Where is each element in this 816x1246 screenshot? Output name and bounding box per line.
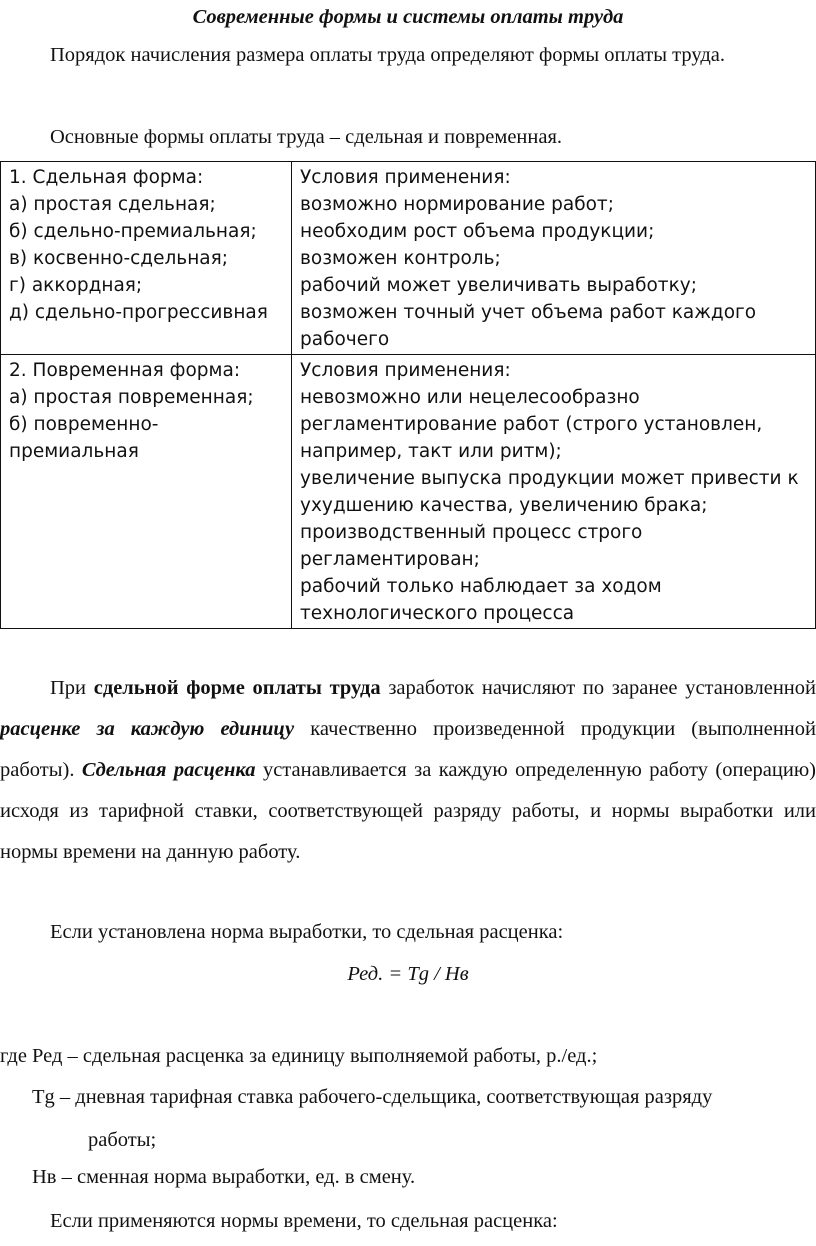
definition-tg	[32, 1076, 816, 1162]
output-norm-paragraph: Если установлена норма выработки, то сдельная расценка:	[50, 921, 564, 943]
table-row-time	[1, 355, 816, 629]
definition-tg-line: Tg – дневная тарифная ставка рабочего-сдельщика, соответствующая разряду	[32, 1086, 713, 1108]
cell-line: б) повременно-премиальная	[9, 414, 159, 462]
cell-line: Условия применения:	[300, 167, 511, 188]
cell-line: Условия применения:	[300, 360, 511, 381]
time-conditions-cell	[292, 355, 816, 629]
table-row-piece	[1, 162, 816, 355]
cell-line: а) простая повременная;	[9, 387, 254, 408]
term-piece-rate: Сдельная расценка	[81, 759, 256, 781]
cell-line: производственный процесс строго регламентирован;	[300, 522, 643, 570]
cell-line: возможен точный учет объема работ каждого рабочего	[300, 302, 757, 350]
cell-line: рабочий может увеличивать выработку;	[300, 275, 697, 296]
piece-form-cell	[1, 162, 292, 355]
definition-red: где Ред – сдельная расценка за единицу выполняемой работы, р./ед.;	[0, 1045, 598, 1067]
cell-line: г) аккордная;	[9, 275, 143, 296]
intro-paragraph-2: Основные формы оплаты труда – сдельная и повременная.	[50, 126, 563, 148]
text-run: заработок начисляют по заранее установленной	[380, 677, 816, 699]
cell-line: а) простая сдельная;	[9, 194, 216, 215]
cell-line: возможен контроль;	[300, 248, 501, 269]
intro-paragraph-1: Порядок начисления размера оплаты труда определяют формы оплаты труда.	[50, 44, 725, 66]
cell-line: необходим рост объема продукции;	[300, 221, 655, 242]
cell-line: невозможно или нецелесообразно регламентирование работ (строго установлен, например, такт или ритм);	[300, 387, 763, 462]
cell-line: в) косвенно-сдельная;	[9, 248, 229, 269]
piece-conditions-cell	[292, 162, 816, 355]
definition-tg-continuation: работы;	[88, 1129, 157, 1151]
cell-line: б) сдельно-премиальная;	[9, 221, 257, 242]
definition-nv: Нв – сменная норма выработки, ед. в смену.	[32, 1166, 416, 1188]
cell-line: рабочий только наблюдает за ходом технологического процесса	[300, 576, 662, 624]
piece-wage-paragraph	[0, 668, 816, 873]
cell-line: д) сдельно-прогрессивная	[9, 302, 268, 323]
cell-line: 1. Сдельная форма:	[9, 167, 204, 188]
text-run: При	[50, 677, 94, 699]
cell-line: возможно нормирование работ;	[300, 194, 614, 215]
cell-line: увеличение выпуска продукции может привести к ухудшению качества, увеличению брака;	[300, 468, 799, 516]
text-run: качественно произведенной продукции (выполненной работы).	[0, 718, 816, 781]
piece-rate-formula: Ред. = Tg / Нв	[347, 963, 469, 985]
cell-line: 2. Повременная форма:	[9, 360, 241, 381]
time-norm-paragraph: Если применяются нормы времени, то сдельная расценка:	[50, 1210, 558, 1232]
document-title: Современные формы и системы оплаты труда	[192, 6, 624, 28]
time-form-cell	[1, 355, 292, 629]
text-run: устанавливается за каждую определенную работу (операцию) исходя из тарифной ставки, соответствующей разряду работы, и нормы выработки или нормы времени на данную работу.	[0, 759, 816, 863]
wage-forms-table	[0, 161, 816, 629]
term-piece-form: сдельной форме оплаты труда	[93, 677, 381, 699]
term-rate-per-unit: расценке за каждую единицу	[0, 718, 295, 740]
